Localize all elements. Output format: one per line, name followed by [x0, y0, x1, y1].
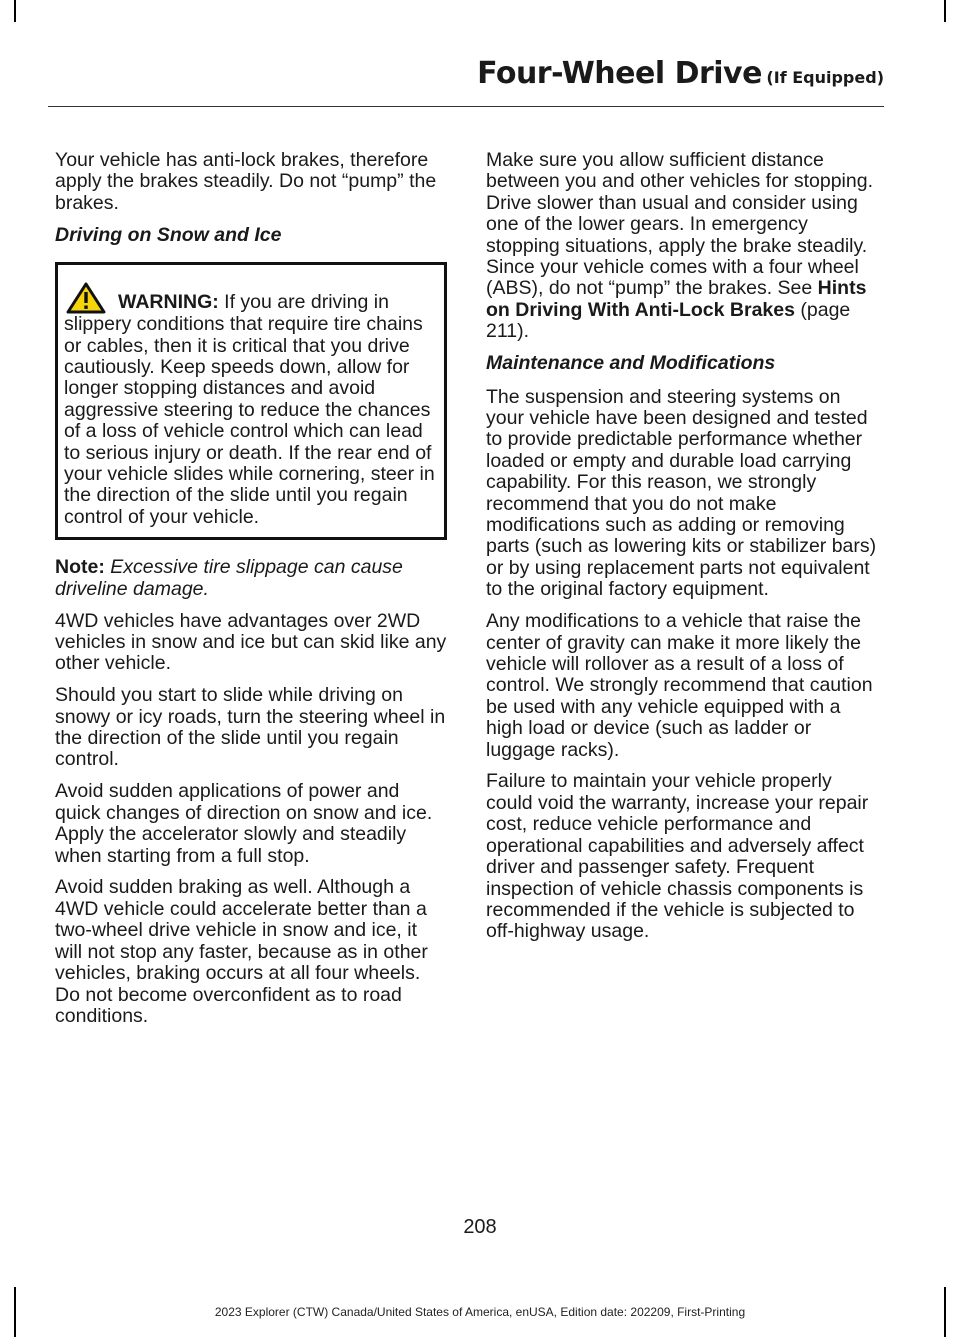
page-reference: (page 211). — [486, 298, 851, 343]
paragraph-text: Make sure you allow sufficient distance between you and other vehicles for stopping. Drive slower than usual and consider using one of the lower gears. In emergency stopping situations, apply the brake steadily. Since your vehicle comes with a four wheel (ABS), do not “pump” the brakes. See — [486, 149, 874, 300]
paragraph: Any modifications to a vehicle that raise the center of gravity can make it more likely the vehicle will rollover as a result of a loss of control. We strongly recommend that caution be used with any vehicle equipped with a high load or device (such as ladder or luggage racks). — [486, 610, 873, 761]
page-header — [48, 56, 884, 91]
paragraph: Should you start to slide while driving on snowy or icy roads, turn the steering wheel in the direction of the slide until you regain control. — [55, 684, 446, 771]
paragraph: Failure to maintain your vehicle properly could void the warranty, increase your repair cost, reduce vehicle performance and operational capabilities and adversely affect driver and passenger safety. Frequent inspection of vehicle chassis components is recommended if the vehicle is subjected to off-highway usage. — [486, 770, 869, 943]
paragraph — [486, 150, 882, 343]
paragraph: Avoid sudden braking as well. Although a 4WD vehicle could accelerate better than a two-wheel drive vehicle in snow and ice, it will not stop any faster, because as in other vehicles, braking occurs at all four wheels. Do not become overconfident as to road conditions. — [55, 876, 428, 1027]
footer-text: 2023 Explorer (CTW) Canada/United States of America, enUSA, Edition date: 202209, First-Printing — [214, 1305, 746, 1319]
note-label: Note: — [55, 556, 105, 579]
right-column — [486, 150, 882, 953]
page-title: Four-Wheel Drive — [477, 56, 762, 91]
note — [55, 557, 447, 600]
paragraph: 4WD vehicles have advantages over 2WD vehicles in snow and ice but can skid like any other vehicle. — [55, 609, 447, 675]
paragraph: The suspension and steering systems on your vehicle have been designed and tested to provide predictable performance whether loaded or empty and durable load carrying capability. For this reason, we strongly recommend that you do not make modifications such as adding or removing parts (such as lowering kits or stabilizer bars) or by using replacement parts not equivalent to the original factory equipment. — [486, 385, 877, 601]
crop-mark — [14, 0, 16, 22]
left-column — [55, 150, 447, 1038]
paragraph: Your vehicle has anti-lock brakes, therefore apply the brakes steadily. Do not “pump” the brakes. — [55, 149, 437, 214]
warning-box — [55, 262, 447, 540]
paragraph: Avoid sudden applications of power and quick changes of direction on snow and ice. Apply the accelerator slowly and steadily when starting from a full stop. — [55, 780, 433, 867]
note-text: Excessive tire slippage can cause driveline damage. — [55, 556, 403, 600]
warning-text: If you are driving in slippery conditions that require tire chains or cables, then it is critical that you drive cautiously. Keep speeds down, allow for longer stopping distances and avoid aggressive steering to reduce the chances of a loss of vehicle control which can lead to serious injury or death. If the rear end of your vehicle slides while cornering, steer in the direction of the slide until you regain control of your vehicle. — [64, 291, 435, 528]
page-number: 208 — [463, 1216, 497, 1238]
crop-mark — [944, 0, 946, 22]
warning-content — [64, 292, 436, 528]
section-heading: Driving on Snow and Ice — [55, 223, 282, 246]
page-subtitle: (If Equipped) — [766, 68, 884, 87]
cross-reference-link[interactable]: Hints on Driving With Anti-Lock Brakes — [486, 277, 867, 321]
warning-label: WARNING: — [118, 291, 219, 314]
warning-triangle-icon — [66, 282, 106, 314]
section-heading: Maintenance and Modifications — [486, 352, 776, 375]
header-divider — [48, 106, 884, 107]
